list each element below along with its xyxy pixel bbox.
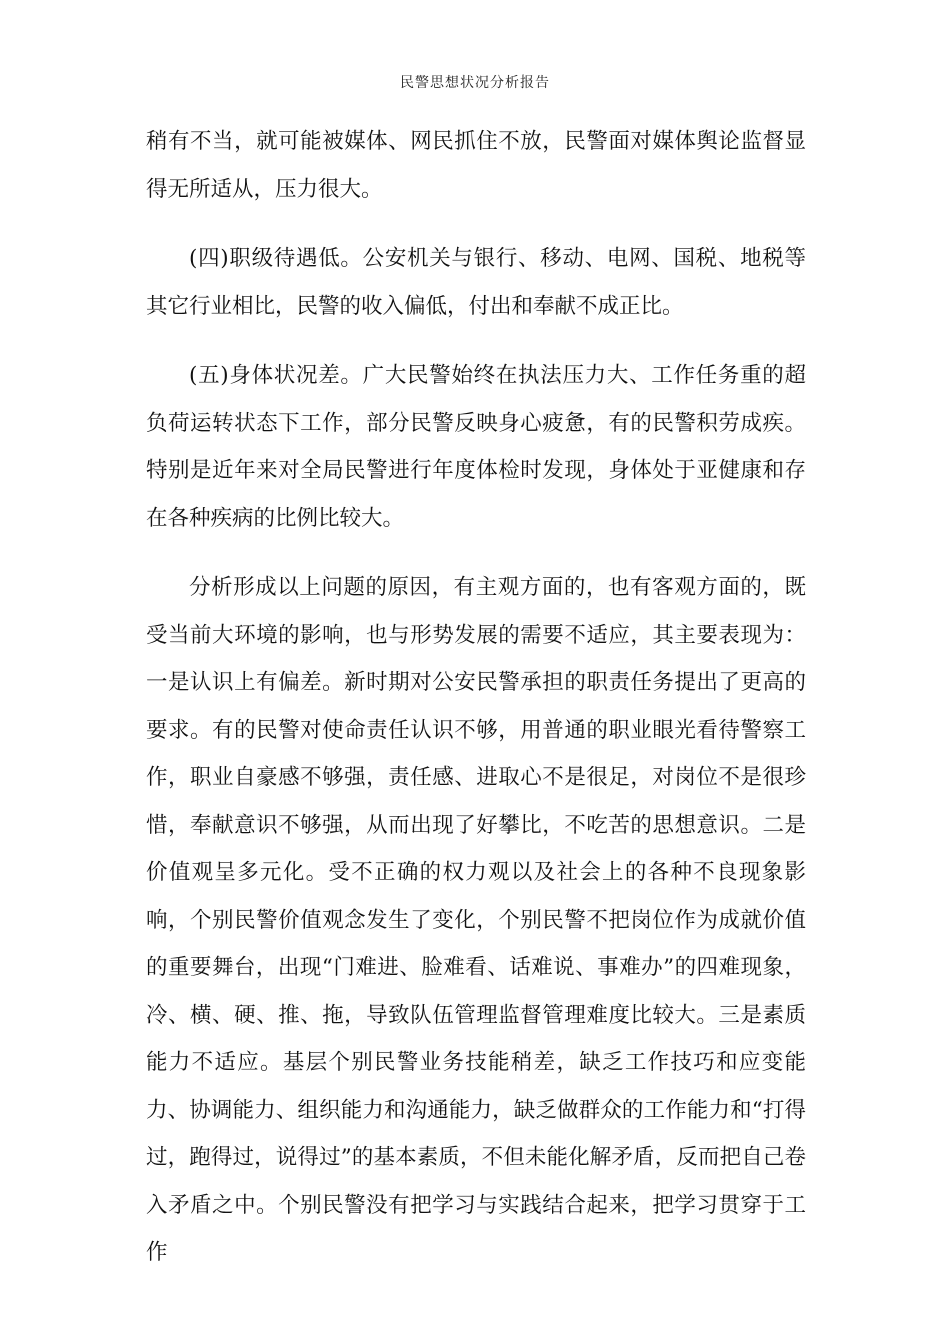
running-header: 民警思想状况分析报告 bbox=[400, 75, 550, 91]
paragraph-cause-analysis: 分析形成以上问题的原因，有主观方面的，也有客观方面的，既受当前大环境的影响，也与形势发展的需要不适应，其主要表现为：一是认识上有偏差。新时期对公安民警承担的职责任务提出了更高的要求。有的民警对使命责任认识不够，用普通的职业眼光看待警察工作，职业自豪感不够强，责任感、进取心不是很足，对岗位不是很珍惜，奉献意识不够强，从而出现了好攀比，不吃苦的思想意识。二是价值观呈多元化。受不正确的权力观以及社会上的各种不良现象影响，个别民警价值观念发生了变化，个别民警不把岗位作为成就价值的重要舞台，出现“门难进、脸难看、话难说、事难办”的四难现象，冷、横、硬、推、拖，导致队伍管理监督管理难度比较大。三是素质能力不适应。基层个别民警业务技能稍差，缺乏工作技巧和应变能力、协调能力、组织能力和沟通能力，缺乏做群众的工作能力和“打得过，跑得过，说得过”的基本素质，不但未能化解矛盾，反而把自己卷入矛盾之中。个别民警没有把学习与实践结合起来，把学习贯穿于工作 bbox=[146, 575, 806, 1265]
paragraph-gap bbox=[146, 213, 806, 235]
document-body bbox=[146, 118, 806, 1277]
paragraph-continuation: 稍有不当，就可能被媒体、网民抓住不放，民警面对媒体舆论监督显得无所适从，压力很大。 bbox=[146, 129, 806, 202]
paragraph-gap bbox=[146, 330, 806, 352]
paragraph-gap bbox=[146, 542, 806, 564]
paragraph-item-five: (五)身体状况差。广大民警始终在执法压力大、工作任务重的超负荷运转状态下工作，部分民警反映身心疲惫，有的民警积劳成疾。特别是近年来对全局民警进行年度体检时发现，身体处于亚健康和存在各种疾病的比例比较大。 bbox=[146, 363, 806, 531]
paragraph-item-four: (四)职级待遇低。公安机关与银行、移动、电网、国税、地税等其它行业相比，民警的收入偏低，付出和奉献不成正比。 bbox=[146, 246, 806, 319]
